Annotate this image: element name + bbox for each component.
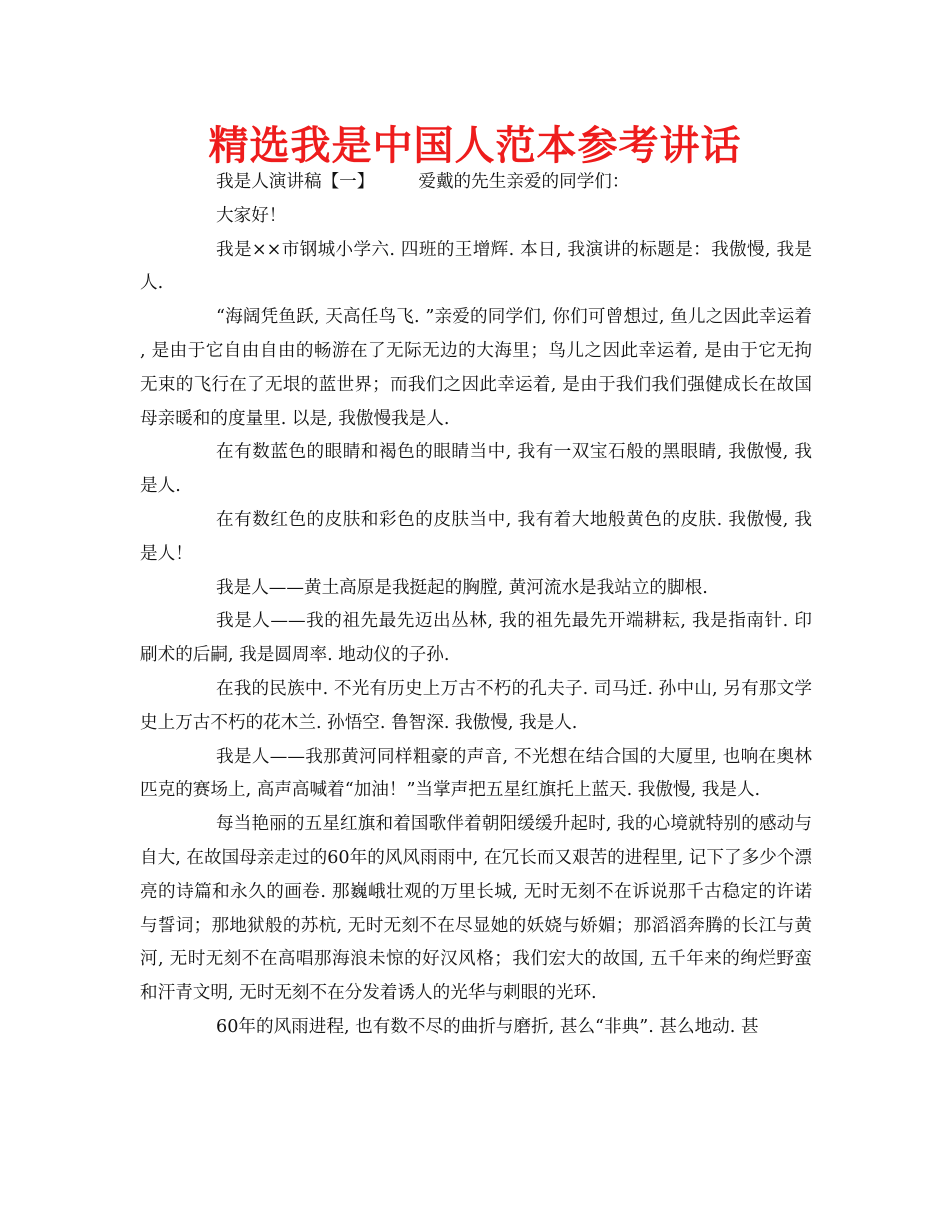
paragraph: 我是人——黄土高原是我挺起的胸膛, 黄河流水是我站立的脚根. — [216, 577, 708, 598]
paragraph: 在我的民族中. 不光有历史上万古不朽的孔夫子. 司马迁. 孙中山, 另有那文学史上万古不朽的花木兰. 孙悟空. 鲁智深. 我傲慢, 我是人. — [140, 678, 812, 733]
document-title: 精选我是中国人范本参考讲话 — [208, 122, 742, 169]
paragraph: 我是人——我的祖先最先迈出丛林, 我的祖先最先开端耕耘, 我是指南针. 印刷术的后嗣, 我是圆周率. 地动仪的子孙. — [140, 611, 812, 666]
paragraph: 60年的风雨进程, 也有数不尽的曲折与磨折, 甚么“非典”. 甚么地动. 甚 — [216, 1016, 759, 1037]
paragraph: 我是人——我那黄河同样粗豪的声音, 不光想在结合国的大厦里, 也响在奥林匹克的赛场上, 高声高喊着“加油！”当掌声把五星红旗托上蓝天. 我傲慢, 我是人. — [140, 746, 812, 801]
paragraph: 每当艳丽的五星红旗和着国歌伴着朝阳缓缓升起时, 我的心境就特别的感动与自大, 在故国母亲走过的60年的风风雨雨中, 在冗长而又艰苦的进程里, 记下了多少个漂亮的诗篇和永久的画卷. 那巍峨壮观的万里长城, 无时无刻不在诉说那千古稳定的许诺与誓词；那地狱般的苏杭, 无时无刻不在尽显她的妖娆与娇媚；那滔滔奔腾的长江与黄河, 无时无刻不在高唱那海浪未惊的好汉风格；我们宏大的故国, 五千年来的绚烂野蛮和汗青文明, 无时无刻不在分发着诱人的光华与刺眼的光环. — [140, 814, 812, 1004]
paragraph: 大家好！ — [216, 205, 287, 226]
speech-label: 我是人演讲稿【一】 — [216, 172, 375, 192]
paragraph: “海阔凭鱼跃, 天高任鸟飞. ”亲爱的同学们, 你们可曾想过, 鱼儿之因此幸运着, 是由于它自由自由的畅游在了无际无边的大海里；鸟儿之因此幸运着, 是由于它无拘无束的飞行在了无垠的蓝世界；而我们之因此幸运着, 是由于我们我们强健成长在故国母亲暖和的度量里. 以是, 我傲慢我是人. — [140, 307, 812, 429]
paragraph: 在有数蓝色的眼睛和褐色的眼睛当中, 我有一双宝石般的黑眼睛, 我傲慢, 我是人. — [140, 442, 812, 497]
paragraph: 我是××市钢城小学六. 四班的王增辉. 本日, 我演讲的标题是：我傲慢, 我是人. — [140, 239, 812, 294]
paragraph-heading — [140, 166, 812, 200]
salutation: 爱戴的先生亲爱的同学们： — [418, 172, 630, 192]
paragraph: 在有数红色的皮肤和彩色的皮肤当中, 我有着大地般黄色的皮肤. 我傲慢, 我是人！ — [140, 509, 812, 564]
document-body — [140, 166, 812, 1045]
